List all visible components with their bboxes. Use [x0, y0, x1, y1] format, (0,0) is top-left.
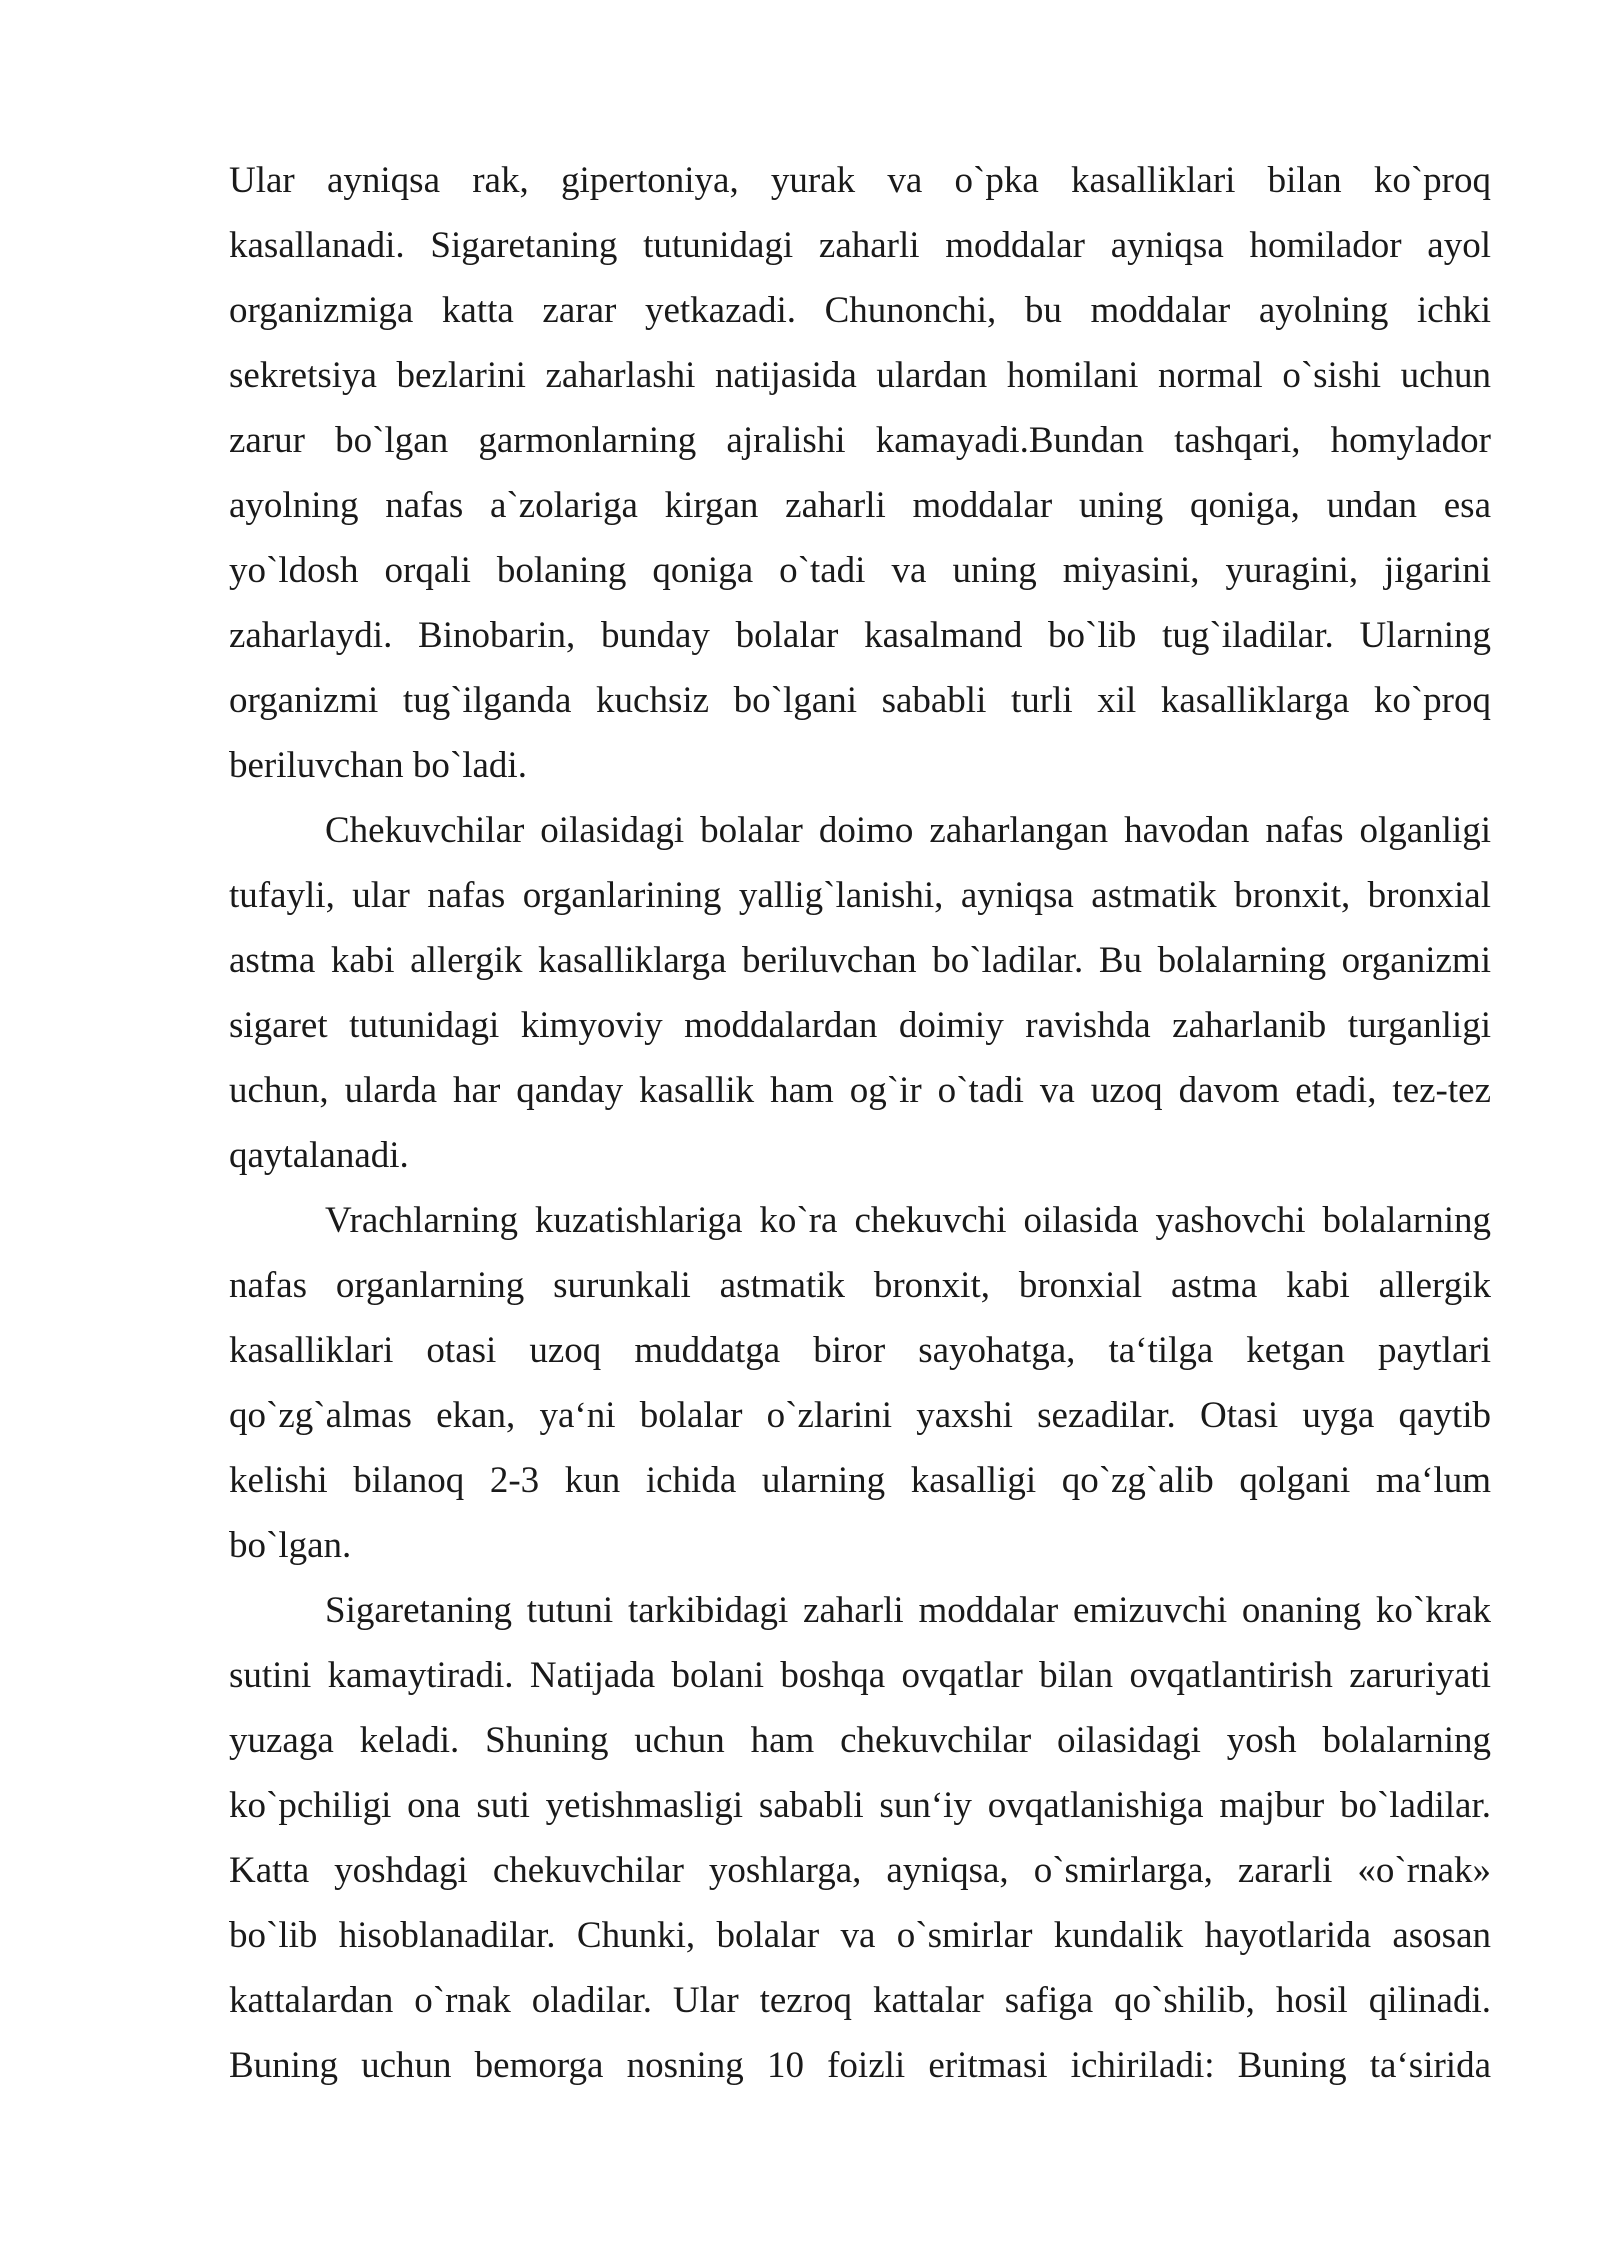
text-line: Vrachlarning kuzatishlariga ko`ra chekuvchi oilasida yashovchi bolalarning [325, 1200, 1491, 1241]
text-line: ayolning nafas a`zolariga kirgan zaharli moddalar uning qoniga, undan esa [229, 485, 1491, 526]
text-line: ko`pchiligi ona suti yetishmasligi sababli sun‘iy ovqatlanishiga majbur bo`ladilar. [229, 1785, 1491, 1826]
text-line: sekretsiya bezlarini zaharlashi natijasida ulardan homilani normal o`sishi uchun [229, 355, 1491, 396]
text-line: beriluvchan bo`ladi. [229, 745, 527, 786]
text-line: yo`ldosh orqali bolaning qoniga o`tadi va uning miyasini, yuragini, jigarini [229, 550, 1491, 591]
text-line: kasalliklari otasi uzoq muddatga biror sayohatga, ta‘tilga ketgan paytlari [229, 1330, 1491, 1371]
text-line: zarur bo`lgan garmonlarning ajralishi kamayadi.Bundan tashqari, homylador [229, 420, 1491, 461]
text-line: nafas organlarning surunkali astmatik bronxit, bronxial astma kabi allergik [229, 1265, 1491, 1306]
text-line: Katta yoshdagi chekuvchilar yoshlarga, ayniqsa, o`smirlarga, zararli «o`rnak» [229, 1850, 1491, 1891]
text-line: bo`lgan. [229, 1525, 352, 1566]
paragraph-1 [229, 148, 1491, 798]
text-line: kattalardan o`rnak oladilar. Ular tezroq kattalar safiga qo`shilib, hosil qilinadi. [229, 1980, 1491, 2021]
paragraph-4 [229, 1578, 1491, 2098]
text-line: sigaret tutunidagi kimyoviy moddalardan doimiy ravishda zaharlanib turganligi [229, 1005, 1491, 1046]
text-line: yuzaga keladi. Shuning uchun ham chekuvchilar oilasidagi yosh bolalarning [229, 1720, 1491, 1761]
text-line: uchun, ularda har qanday kasallik ham og`ir o`tadi va uzoq davom etadi, tez-tez [229, 1070, 1491, 1111]
text-line: zaharlaydi. Binobarin, bunday bolalar kasalmand bo`lib tug`iladilar. Ularning [229, 615, 1491, 656]
text-line: bo`lib hisoblanadilar. Chunki, bolalar va o`smirlar kundalik hayotlarida asosan [229, 1915, 1491, 1956]
text-line: kelishi bilanoq 2-3 kun ichida ularning kasalligi qo`zg`alib qolgani ma‘lum [229, 1460, 1491, 1501]
text-line: astma kabi allergik kasalliklarga beriluvchan bo`ladilar. Bu bolalarning organizmi [229, 940, 1491, 981]
text-line: sutini kamaytiradi. Natijada bolani boshqa ovqatlar bilan ovqatlantirish zaruriyati [229, 1655, 1491, 1696]
text-line: Ular ayniqsa rak, gipertoniya, yurak va o`pka kasalliklari bilan ko`proq [229, 160, 1491, 201]
text-line: Chekuvchilar oilasidagi bolalar doimo zaharlangan havodan nafas olganligi [325, 810, 1491, 851]
text-line: tufayli, ular nafas organlarining yallig`lanishi, ayniqsa astmatik bronxit, bronxial [229, 875, 1491, 916]
paragraph-2 [229, 798, 1491, 1188]
paragraph-3 [229, 1188, 1491, 1578]
text-line: organizmiga katta zarar yetkazadi. Chunonchi, bu moddalar ayolning ichki [229, 290, 1491, 331]
text-line: qaytalanadi. [229, 1135, 409, 1176]
text-line: Sigaretaning tutuni tarkibidagi zaharli moddalar emizuvchi onaning ko`krak [325, 1590, 1491, 1631]
text-line: kasallanadi. Sigaretaning tutunidagi zaharli moddalar ayniqsa homilador ayol [229, 225, 1491, 266]
text-line: Buning uchun bemorga nosning 10 foizli eritmasi ichiriladi: Buning ta‘sirida [229, 2045, 1491, 2086]
body-text [229, 148, 1491, 2098]
text-line: organizmi tug`ilganda kuchsiz bo`lgani sababli turli xil kasalliklarga ko`proq [229, 680, 1491, 721]
text-line: qo`zg`almas ekan, ya‘ni bolalar o`zlarini yaxshi sezadilar. Otasi uyga qaytib [229, 1395, 1491, 1436]
